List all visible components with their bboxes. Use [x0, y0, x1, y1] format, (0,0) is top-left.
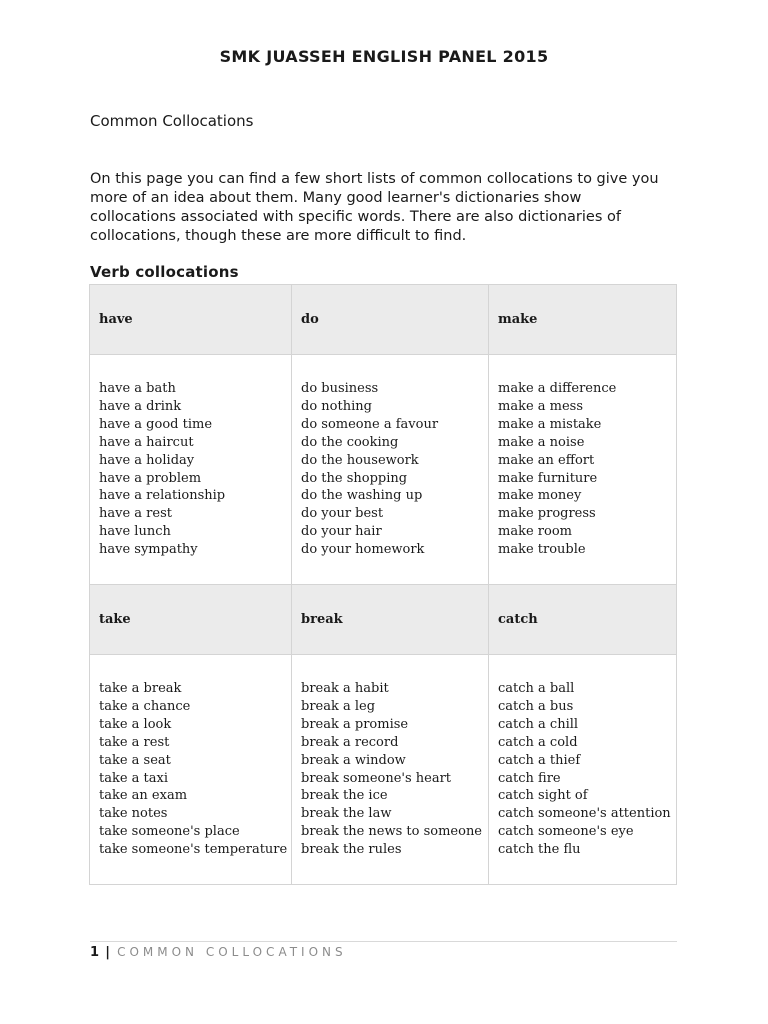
- collocation-item: catch someone's attention: [498, 806, 671, 822]
- collocation-item: do your hair: [301, 524, 382, 540]
- collocation-list: [99, 680, 291, 859]
- collocation-item: make a difference: [498, 381, 617, 396]
- collocation-item: have a holiday: [99, 452, 195, 468]
- collocation-item: break a record: [301, 734, 399, 750]
- collocation-item: take someone's place: [99, 824, 240, 840]
- collocation-item: break the rules: [301, 842, 402, 858]
- page-footer: [90, 944, 347, 961]
- collocation-item: break a promise: [301, 716, 409, 732]
- collocation-list-cell: [90, 655, 292, 885]
- collocation-item: take a look: [99, 716, 172, 732]
- collocation-item: have a bath: [99, 381, 176, 396]
- collocation-list-cell: [292, 355, 489, 585]
- collocation-item: break a window: [301, 752, 406, 768]
- collocation-item: make a mess: [498, 398, 584, 414]
- collocation-item: catch a ball: [498, 681, 575, 696]
- collocation-item: do business: [301, 381, 379, 396]
- collocation-list: [301, 680, 488, 859]
- collocation-item: do the shopping: [301, 470, 408, 486]
- collocation-item: have a good time: [99, 416, 213, 432]
- table-row: [90, 355, 677, 585]
- collocation-item: have a drink: [99, 398, 182, 414]
- collocation-item: make room: [498, 524, 572, 540]
- verb-header-cell: make: [489, 285, 677, 355]
- collocation-item: break someone's heart: [301, 770, 452, 786]
- collocation-item: break the news to someone: [301, 824, 483, 840]
- collocation-item: break the law: [301, 806, 392, 822]
- collocation-item: take an exam: [99, 788, 188, 804]
- collocation-item: do the cooking: [301, 434, 399, 450]
- collocation-list-cell: [489, 355, 677, 585]
- collocation-item: catch a bus: [498, 698, 574, 714]
- footer-separator: |: [105, 945, 110, 960]
- collocation-item: have a haircut: [99, 434, 194, 450]
- collocation-item: break the ice: [301, 788, 388, 804]
- collocations-table: [89, 284, 677, 885]
- collocation-item: have sympathy: [99, 542, 198, 558]
- footer-divider: [90, 941, 677, 942]
- collocation-item: catch a thief: [498, 752, 581, 768]
- verb-header-cell: have: [90, 285, 292, 355]
- verb-header-cell: do: [292, 285, 489, 355]
- collocation-item: do your best: [301, 506, 384, 522]
- collocation-item: take notes: [99, 806, 168, 822]
- table-heading: Verb collocations: [90, 263, 239, 281]
- collocation-item: take a rest: [99, 734, 170, 750]
- intro-paragraph: On this page you can find a few short lists of common collocations to give you more of an idea about them. Many good learner's dictionaries show collocations associated with specific words. There are also dictionaries of collocations, though these are more difficult to find.: [90, 171, 659, 244]
- collocation-list: [99, 380, 291, 559]
- collocation-list: [301, 380, 488, 559]
- collocation-item: take a break: [99, 681, 182, 696]
- collocation-item: do the washing up: [301, 488, 423, 504]
- collocation-item: catch a chill: [498, 716, 579, 732]
- table-header-row: [90, 585, 677, 655]
- collocation-item: take a seat: [99, 752, 171, 768]
- collocation-item: make a mistake: [498, 416, 602, 432]
- collocation-item: make trouble: [498, 542, 586, 558]
- collocation-item: do the housework: [301, 452, 419, 468]
- collocation-item: catch someone's eye: [498, 824, 634, 840]
- collocation-item: make an effort: [498, 452, 595, 468]
- table-row: [90, 655, 677, 885]
- collocation-list: [498, 380, 676, 559]
- verb-header-cell: take: [90, 585, 292, 655]
- collocation-item: have a rest: [99, 506, 172, 522]
- collocation-list-cell: [90, 355, 292, 585]
- collocation-item: take someone's temperature: [99, 842, 288, 858]
- table-header-row: [90, 285, 677, 355]
- collocation-item: do someone a favour: [301, 416, 439, 432]
- page-number: 1: [90, 945, 100, 960]
- collocation-item: catch a cold: [498, 734, 578, 750]
- collocation-list-cell: [489, 655, 677, 885]
- collocation-item: have a problem: [99, 470, 202, 486]
- collocation-item: catch sight of: [498, 788, 588, 804]
- collocation-item: have a relationship: [99, 488, 226, 504]
- collocation-item: make furniture: [498, 470, 598, 486]
- collocation-item: catch the flu: [498, 842, 581, 858]
- collocation-item: do your homework: [301, 542, 425, 558]
- section-heading: Common Collocations: [90, 112, 254, 130]
- collocation-item: have lunch: [99, 524, 171, 540]
- collocation-item: do nothing: [301, 398, 372, 414]
- page-title: SMK JUASSEH ENGLISH PANEL 2015: [219, 47, 549, 66]
- collocation-item: make money: [498, 488, 582, 504]
- collocation-item: make a noise: [498, 434, 585, 450]
- verb-header-cell: break: [292, 585, 489, 655]
- collocation-item: break a leg: [301, 698, 376, 714]
- collocation-item: take a taxi: [99, 770, 169, 786]
- collocation-list: [498, 680, 676, 859]
- collocation-item: make progress: [498, 506, 596, 522]
- collocation-item: take a chance: [99, 698, 191, 714]
- collocation-list-cell: [292, 655, 489, 885]
- footer-text: COMMON COLLOCATIONS: [117, 945, 347, 959]
- collocation-item: catch fire: [498, 770, 561, 786]
- verb-header-cell: catch: [489, 585, 677, 655]
- collocation-item: break a habit: [301, 681, 389, 696]
